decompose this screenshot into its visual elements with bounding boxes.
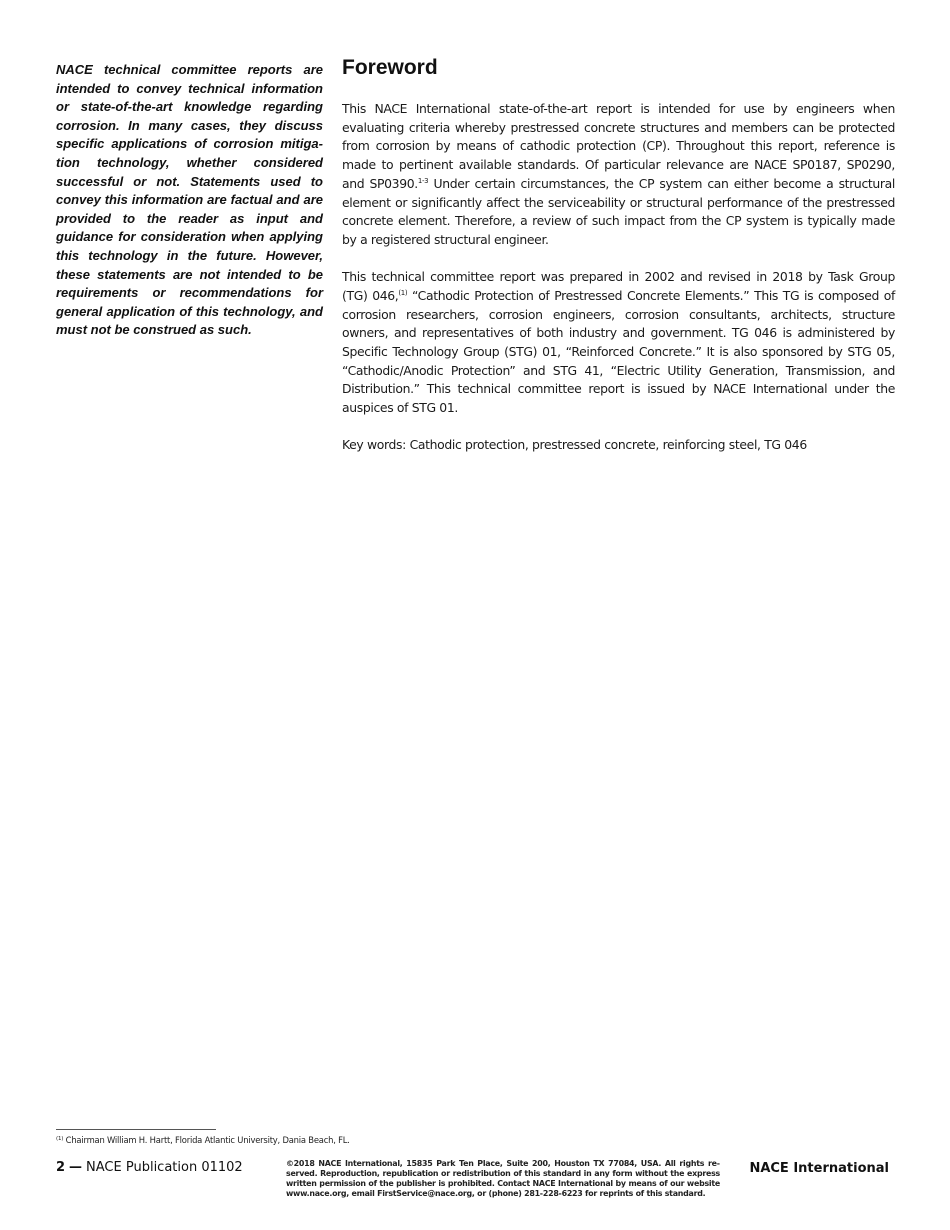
keywords-paragraph: Key words: Cathodic protection, prestressed concrete, reinforcing steel, TG 046: [342, 437, 807, 453]
footer-organization: NACE International: [749, 1161, 889, 1176]
main-content: [342, 54, 895, 474]
foreword-paragraph-1: [342, 100, 895, 250]
foreword-paragraph-2: [342, 268, 895, 418]
publication-id: NACE Publication 01102: [86, 1160, 243, 1175]
disclaimer-note: NACE technical committee reports are intended to convey technical information or state-of-the-art knowledge regarding corrosion. In many cases, they discuss specific applications of corrosion mitigation technology, whether considered successful or not. Statements used to convey this information are factual and are provided to the reader as input and guidance for consideration when applying this technology in the future. However, these statements are not intended to be requirements or recommendations for general application of this technology, and must not be construed as such.: [56, 62, 323, 338]
paragraph-text: This NACE International state-of-the-art report is intended for use by engineers when evaluating criteria whereby prestressed concrete structures and members can be protected from corrosion by means of cathodic protection (CP). Throughout this report, reference is made to pertinent available standards. Of particular relevance are NACE SP0187, SP0290, and SP0390.: [342, 101, 895, 191]
copyright-notice: ©2018 NACE International, 15835 Park Ten Place, Suite 200, Houston TX 77084, USA. All rights reserved. Reproduction, republication or redistribution of this standard in any form without the express written permission of the publisher is prohibited. Contact NACE International by means of our website www.nace.org, email FirstService@nace.org, or (phone) 281-228-6223 for reprints of this standard.: [286, 1159, 720, 1198]
page-title: Foreword: [342, 56, 438, 79]
paragraph-text: Under certain circumstances, the CP system can either become a structural element or significantly affect the serviceability or structural performance of the prestressed concrete element. Therefore, a review of such impact from the CP system is typically made by a registered structural engineer.: [342, 175, 895, 247]
paragraph-text: “Cathodic Protection of Prestressed Concrete Elements.” This TG is composed of corrosion researchers, corrosion engineers, corrosion consultants, architects, structure owners, and representatives of both industry and government. TG 046 is administered by Specific Technology Group (STG) 01, “Reinforced Concrete.” It is also sponsored by STG 05, “Cathodic/Anodic Protection” and STG 41, “Electric Utility Generation, Transmission, and Distribution.” This technical committee report is issued by NACE International under the auspices of STG 01.: [342, 287, 895, 416]
footer-publication: [56, 1160, 243, 1175]
footnote-text: Chairman William H. Hartt, Florida Atlantic University, Dania Beach, FL.: [63, 1135, 350, 1145]
footnote-divider: [56, 1129, 216, 1130]
footer-dash: —: [69, 1160, 83, 1175]
footnote: [56, 1135, 350, 1145]
footnote-marker: (1): [398, 288, 408, 297]
reference-superscript: 1-3: [417, 176, 429, 185]
footnote-marker: (1): [56, 1136, 64, 1142]
page-number: 2: [56, 1160, 66, 1175]
paragraph-text: This technical committee report was prepared in 2002 and revised in 2018 by Task Group (TG) 046,: [342, 269, 895, 303]
